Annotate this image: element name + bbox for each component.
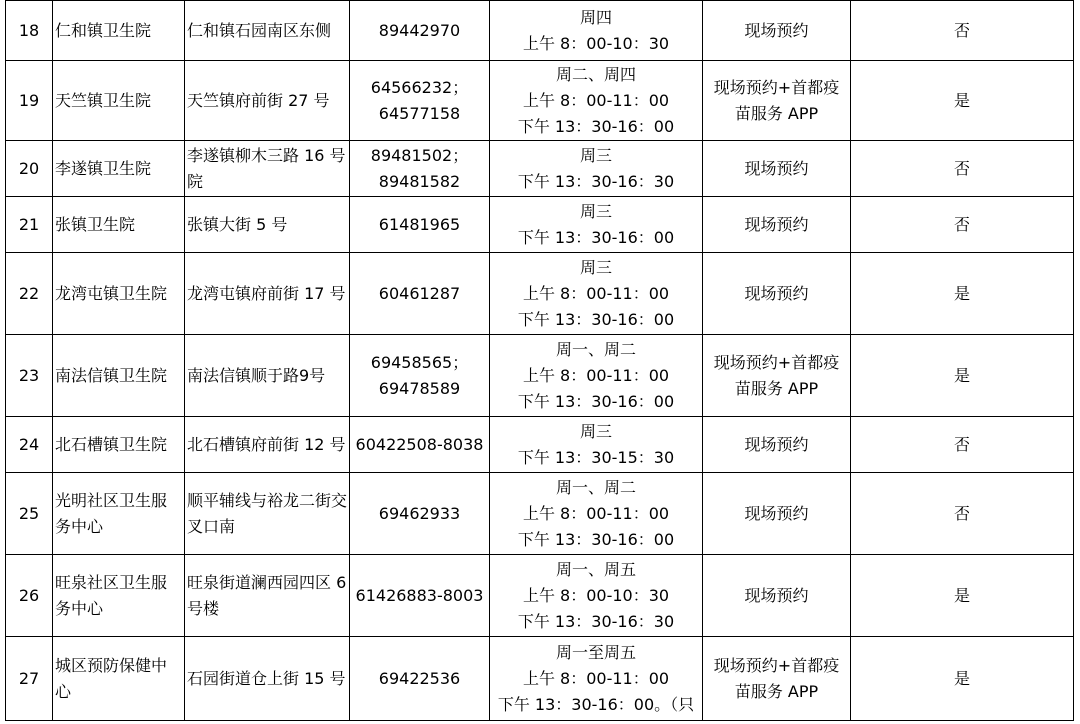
schedule-line: 上午 8：00-11：00	[522, 90, 670, 110]
address-text: 北石槽镇府前街 12 号	[187, 434, 346, 454]
phone-number: 60461287	[378, 283, 461, 303]
schedule-line: 周一至周五	[555, 642, 636, 662]
cell-phone	[350, 141, 490, 197]
cell-hospital-name	[53, 335, 185, 417]
cell-address	[185, 141, 350, 197]
schedule-line: 上午 8：00-10：30	[522, 33, 670, 53]
cell-schedule	[490, 197, 703, 253]
cell-yes-no	[851, 61, 1074, 141]
phone-number: 60422508-8038	[355, 434, 484, 454]
hospital-name: 仁和镇卫生院	[55, 20, 152, 40]
cell-hospital-name	[53, 417, 185, 473]
booking-method-line: 现场预约+首都疫	[713, 655, 840, 675]
schedule-line: 周二、周四	[555, 64, 636, 84]
table-row	[6, 417, 1074, 473]
schedule-line: 周四	[579, 7, 612, 27]
cell-schedule	[490, 61, 703, 141]
cell-schedule	[490, 335, 703, 417]
booking-method-line: 现场预约+首都疫	[713, 352, 840, 372]
yes-no-value: 否	[953, 503, 970, 523]
schedule-line: 周一、周二	[555, 339, 636, 359]
yes-no-value: 否	[953, 20, 970, 40]
booking-method-line: 现场预约	[744, 283, 809, 303]
yes-no-value: 是	[953, 668, 970, 688]
address-text: 石园街道仓上街 15 号	[187, 668, 346, 688]
cell-hospital-name	[53, 253, 185, 335]
booking-method-line: 现场预约	[744, 158, 809, 178]
booking-method-line: 现场预约	[744, 20, 809, 40]
address-text: 龙湾屯镇府前街 17 号	[187, 283, 346, 303]
schedule-line: 上午 8：00-11：00	[522, 365, 670, 385]
booking-method-line: 现场预约	[744, 434, 809, 454]
cell-schedule	[490, 417, 703, 473]
phone-number: 89442970	[378, 20, 461, 40]
cell-yes-no	[851, 197, 1074, 253]
schedule-line: 周一、周二	[555, 477, 636, 497]
cell-yes-no	[851, 473, 1074, 555]
schedule-line: 下午 13：30-16：00	[517, 116, 675, 136]
cell-hospital-name	[53, 61, 185, 141]
cell-hospital-name	[53, 197, 185, 253]
cell-address	[185, 335, 350, 417]
cell-number	[6, 417, 53, 473]
schedule-line: 上午 8：00-10：30	[522, 585, 670, 605]
cell-phone	[350, 1, 490, 61]
schedule-line: 下午 13：30-16：00	[517, 529, 675, 549]
cell-number	[6, 473, 53, 555]
row-number: 22	[18, 283, 40, 303]
yes-no-value: 是	[953, 585, 970, 605]
schedule-line: 下午 13：30-16：00	[517, 227, 675, 247]
cell-address	[185, 417, 350, 473]
schedule-line: 下午 13：30-16：00。（只	[497, 694, 695, 714]
row-number: 18	[18, 20, 40, 40]
cell-phone	[350, 473, 490, 555]
cell-number	[6, 637, 53, 721]
table-row	[6, 555, 1074, 637]
phone-number: 61481965	[378, 214, 461, 234]
yes-no-value: 否	[953, 214, 970, 234]
schedule-line: 下午 13：30-16：30	[517, 171, 675, 191]
row-number: 25	[18, 503, 40, 523]
table-body	[6, 1, 1074, 721]
phone-number: 69458565；	[370, 352, 469, 372]
table-row	[6, 197, 1074, 253]
hospital-name: 天竺镇卫生院	[55, 90, 152, 110]
cell-schedule	[490, 473, 703, 555]
schedule-line: 下午 13：30-16：00	[517, 309, 675, 329]
cell-booking-method	[703, 417, 851, 473]
row-number: 26	[18, 585, 40, 605]
address-text: 仁和镇石园南区东侧	[187, 20, 332, 40]
phone-number: 64566232；	[370, 77, 469, 97]
table-row	[6, 141, 1074, 197]
address-text: 张镇大街 5 号	[187, 214, 288, 234]
phone-number: 64577158	[378, 103, 461, 123]
booking-method-line: 苗服务 APP	[734, 103, 819, 123]
cell-address	[185, 473, 350, 555]
phone-number: 69462933	[378, 503, 461, 523]
cell-hospital-name	[53, 637, 185, 721]
row-number: 19	[18, 90, 40, 110]
phone-number: 89481502；	[370, 145, 469, 165]
cell-schedule	[490, 141, 703, 197]
booking-method-line: 苗服务 APP	[734, 378, 819, 398]
hospital-name: 城区预防保健中心	[55, 655, 168, 701]
cell-yes-no	[851, 141, 1074, 197]
cell-address	[185, 1, 350, 61]
cell-phone	[350, 61, 490, 141]
address-text: 李遂镇柳木三路 16 号院	[187, 145, 346, 191]
cell-yes-no	[851, 637, 1074, 721]
cell-number	[6, 61, 53, 141]
booking-method-line: 苗服务 APP	[734, 681, 819, 701]
cell-hospital-name	[53, 141, 185, 197]
cell-number	[6, 335, 53, 417]
cell-yes-no	[851, 555, 1074, 637]
cell-yes-no	[851, 417, 1074, 473]
cell-booking-method	[703, 197, 851, 253]
cell-number	[6, 141, 53, 197]
table-row	[6, 61, 1074, 141]
cell-hospital-name	[53, 473, 185, 555]
cell-address	[185, 61, 350, 141]
phone-number: 89481582	[378, 171, 461, 191]
cell-schedule	[490, 555, 703, 637]
cell-booking-method	[703, 637, 851, 721]
schedule-line: 周三	[579, 421, 612, 441]
table-row	[6, 637, 1074, 721]
cell-booking-method	[703, 253, 851, 335]
yes-no-value: 否	[953, 434, 970, 454]
cell-number	[6, 1, 53, 61]
schedule-line: 周一、周五	[555, 559, 636, 579]
schedule-line: 上午 8：00-11：00	[522, 668, 670, 688]
table-row	[6, 335, 1074, 417]
yes-no-value: 是	[953, 90, 970, 110]
address-text: 南法信镇顺于路9号	[187, 365, 326, 385]
hospital-name: 旺泉社区卫生服务中心	[55, 572, 168, 618]
hospital-name: 龙湾屯镇卫生院	[55, 283, 168, 303]
row-number: 24	[18, 434, 40, 454]
cell-address	[185, 253, 350, 335]
schedule-line: 周三	[579, 257, 612, 277]
cell-schedule	[490, 637, 703, 721]
schedule-line: 下午 13：30-16：30	[517, 611, 675, 631]
cell-schedule	[490, 253, 703, 335]
hospital-name: 李遂镇卫生院	[55, 158, 152, 178]
cell-phone	[350, 253, 490, 335]
cell-booking-method	[703, 141, 851, 197]
schedule-line: 下午 13：30-15：30	[517, 447, 675, 467]
cell-yes-no	[851, 335, 1074, 417]
cell-phone	[350, 197, 490, 253]
phone-number: 69422536	[378, 668, 461, 688]
schedule-line: 周三	[579, 145, 612, 165]
row-number: 27	[18, 668, 40, 688]
address-text: 顺平辅线与裕龙二街交叉口南	[187, 490, 348, 536]
cell-phone	[350, 637, 490, 721]
hospital-name: 北石槽镇卫生院	[55, 434, 168, 454]
cell-booking-method	[703, 335, 851, 417]
cell-booking-method	[703, 1, 851, 61]
cell-address	[185, 197, 350, 253]
cell-hospital-name	[53, 555, 185, 637]
cell-hospital-name	[53, 1, 185, 61]
booking-method-line: 现场预约	[744, 585, 809, 605]
phone-number: 69478589	[378, 378, 461, 398]
address-text: 旺泉街道澜西园四区 6 号楼	[187, 572, 347, 618]
schedule-line: 上午 8：00-11：00	[522, 503, 670, 523]
cell-number	[6, 253, 53, 335]
booking-method-line: 现场预约+首都疫	[713, 77, 840, 97]
address-text: 天竺镇府前街 27 号	[187, 90, 330, 110]
cell-yes-no	[851, 253, 1074, 335]
cell-yes-no	[851, 1, 1074, 61]
schedule-line: 周三	[579, 201, 612, 221]
cell-number	[6, 555, 53, 637]
cell-schedule	[490, 1, 703, 61]
hospital-name: 张镇卫生院	[55, 214, 136, 234]
yes-no-value: 否	[953, 158, 970, 178]
phone-number: 61426883-8003	[355, 585, 484, 605]
row-number: 23	[18, 365, 40, 385]
row-number: 20	[18, 158, 40, 178]
booking-method-line: 现场预约	[744, 214, 809, 234]
cell-booking-method	[703, 61, 851, 141]
schedule-line: 下午 13：30-16：00	[517, 391, 675, 411]
booking-method-line: 现场预约	[744, 503, 809, 523]
cell-number	[6, 197, 53, 253]
table-row	[6, 253, 1074, 335]
yes-no-value: 是	[953, 365, 970, 385]
cell-booking-method	[703, 473, 851, 555]
hospital-name: 南法信镇卫生院	[55, 365, 168, 385]
cell-phone	[350, 335, 490, 417]
cell-phone	[350, 417, 490, 473]
row-number: 21	[18, 214, 40, 234]
hospital-name: 光明社区卫生服务中心	[55, 490, 168, 536]
yes-no-value: 是	[953, 283, 970, 303]
table-row	[6, 1, 1074, 61]
table-row	[6, 473, 1074, 555]
cell-phone	[350, 555, 490, 637]
vaccination-site-table	[5, 0, 1074, 721]
cell-booking-method	[703, 555, 851, 637]
cell-address	[185, 555, 350, 637]
cell-address	[185, 637, 350, 721]
schedule-line: 上午 8：00-11：00	[522, 283, 670, 303]
